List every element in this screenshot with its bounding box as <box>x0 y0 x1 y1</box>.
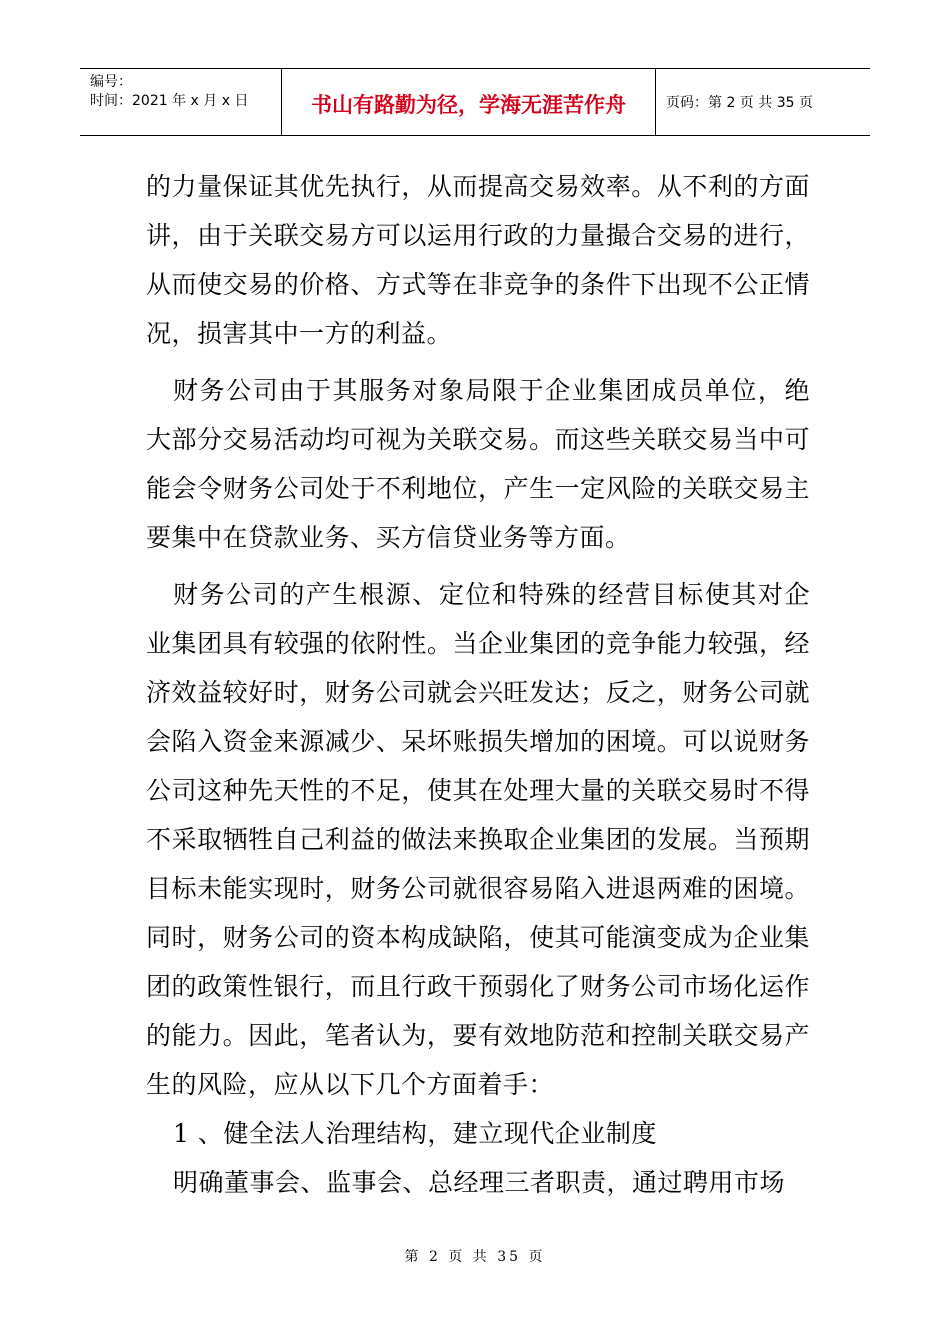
document-number-label: 编号： <box>90 74 132 90</box>
header-motto: 书山有路勤为径，学海无涯苦作舟 <box>282 69 656 135</box>
document-date-label: 时间：2021 年 x 月 x 日 <box>90 93 249 109</box>
paragraph: 财务公司由于其服务对象局限于企业集团成员单位，绝大部分交易活动均可视为关联交易。而这些关联交易当中可能会令财务公司处于不利地位，产生一定风险的关联交易主要集中在贷款业务、买方信贷业务等方面。 <box>146 376 810 552</box>
page-footer: 第 2 页 共 35 页 <box>404 1249 546 1265</box>
page-header <box>80 68 870 136</box>
header-page-info: 页码：第 2 页 共 35 页 <box>666 95 813 111</box>
paragraph: 明确董事会、监事会、总经理三者职责，通过聘用市场 <box>173 1168 786 1197</box>
document-body <box>146 162 810 1207</box>
paragraph-continuation: 的力量保证其优先执行，从而提高交易效率。从不利的方面讲，由于关联交易方可以运用行政的力量撮合交易的进行，从而使交易的价格、方式等在非竞争的条件下出现不公正情况，损害其中一方的利益。 <box>146 172 810 348</box>
section-heading: 1 、健全法人治理结构，建立现代企业制度 <box>173 1119 657 1148</box>
paragraph: 财务公司的产生根源、定位和特殊的经营目标使其对企业集团具有较强的依附性。当企业集团的竞争能力较强，经济效益较好时，财务公司就会兴旺发达；反之，财务公司就会陷入资金来源减少、呆坏账损失增加的困境。可以说财务公司这种先天性的不足，使其在处理大量的关联交易时不得不采取牺牲自己利益的做法来换取企业集团的发展。当预期目标未能实现时，财务公司就很容易陷入进退两难的困境。同时，财务公司的资本构成缺陷，使其可能演变成为企业集团的政策性银行，而且行政干预弱化了财务公司市场化运作的能力。因此，笔者认为，要有效地防范和控制关联交易产生的风险，应从以下几个方面着手： <box>146 580 810 1099</box>
header-meta-cell <box>80 69 282 135</box>
